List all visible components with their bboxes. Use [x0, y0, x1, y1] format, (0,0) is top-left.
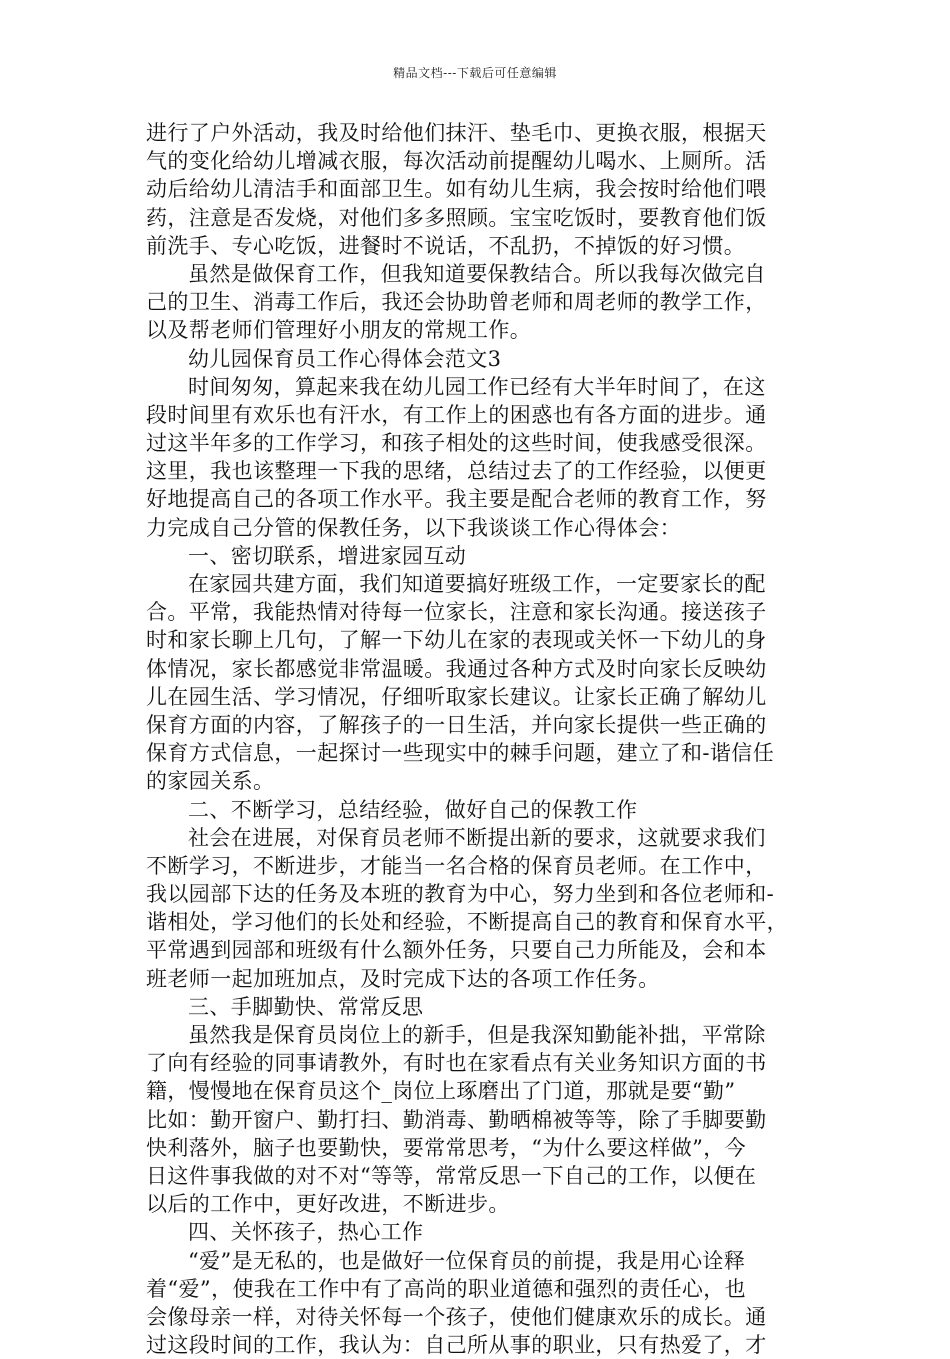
text-line: 进行了户外活动，我及时给他们抹汗、垫毛巾、更换衣服，根据天 [146, 121, 767, 145]
document-body [146, 119, 810, 1359]
text-line: 过这半年多的工作学习，和孩子相处的这些时间，使我感受很深。 [146, 431, 767, 456]
text-line: 会像母亲一样，对待关怀每一个孩子，使他们健康欢乐的成长。通 [146, 1304, 767, 1329]
page-header: 精品文档---下载后可任意编辑 [393, 66, 557, 80]
text-line: 合。平常，我能热情对待每一位家长，注意和家长沟通。接送孩子 [146, 600, 767, 625]
text-line: 了向有经验的同事请教外，有时也在家看点有关业务知识方面的书 [146, 1051, 767, 1076]
text-line: 籍，慢慢地在保育员这个_岗位上琢磨出了门道，那就是要“勤” [146, 1079, 736, 1104]
text-line: 幼儿园保育员工作心得体会范文3 [188, 346, 502, 371]
text-line: 一、密切联系，增进家园互动 [188, 543, 467, 568]
text-line: 着“爱”，使我在工作中有了高尚的职业道德和强烈的责任心，也 [146, 1276, 747, 1301]
text-line: 保育方式信息，一起探讨一些现实中的棘手问题，建立了和-谐信任 [146, 741, 775, 766]
text-line: 快利落外，脑子也要勤快，要常常思考，“为什么要这样做”，今 [146, 1135, 747, 1160]
text-line: 以后的工作中，更好改进，不断进步。 [146, 1192, 510, 1217]
text-line: 前洗手、专心吃饭，进餐时不说话，不乱扔，不掉饭的好习惯。 [146, 233, 746, 258]
text-line: 二、不断学习，总结经验，做好自己的保教工作 [188, 797, 638, 822]
text-line: 好地提高自己的各项工作水平。我主要是配合老师的教育工作，努 [146, 487, 767, 512]
text-line: 平常遇到园部和班级有什么额外任务，只要自己力所能及，会和本 [146, 938, 767, 963]
text-line: 谐相处，学习他们的长处和经验，不断提高自己的教育和保育水平， [146, 910, 788, 935]
text-line: 时和家长聊上几句，了解一下幼儿在家的表现或关怀一下幼儿的身 [146, 628, 767, 653]
text-line: 比如：勤开窗户、勤打扫、勤消毒、勤晒棉被等等，除了手脚要勤 [146, 1107, 767, 1132]
text-line: 段时间里有欢乐也有汗水，有工作上的困惑也有各方面的进步。通 [146, 402, 767, 427]
text-line: “爱”是无私的，也是做好一位保育员的前提，我是用心诠释 [188, 1248, 746, 1273]
text-line: 在家园共建方面，我们知道要搞好班级工作，一定要家长的配 [188, 572, 766, 596]
text-line: 虽然我是保育员岗位上的新手，但是我深知勤能补拙，平常除 [188, 1023, 766, 1047]
text-line: 班老师一起加班加点，及时完成下达的各项工作任务。 [146, 966, 660, 991]
text-line: 儿在园生活、学习情况，仔细听取家长建议。让家长正确了解幼儿 [146, 684, 767, 709]
text-line: 药，注意是否发烧，对他们多多照顾。宝宝吃饭时，要教育他们饭 [146, 205, 767, 230]
text-line: 虽然是做保育工作，但我知道要保教结合。所以我每次做完自 [188, 261, 766, 286]
text-line: 以及帮老师们管理好小朋友的常规工作。 [146, 318, 532, 343]
text-line: 气的变化给幼儿增减衣服，每次活动前提醒幼儿喝水、上厕所。活 [146, 149, 767, 174]
text-line: 体情况，家长都感觉非常温暖。我通过各种方式及时向家长反映幼 [146, 656, 767, 681]
text-line: 时间匆匆，算起来我在幼儿园工作已经有大半年时间了，在这 [188, 374, 766, 399]
text-line: 力完成自己分管的保教任务，以下我谈谈工作心得体会： [146, 515, 681, 540]
text-line: 的家园关系。 [146, 769, 275, 794]
text-line: 日这件事我做的对不对“等等，常常反思一下自己的工作，以便在 [146, 1163, 757, 1188]
text-line: 不断学习，不断进步，才能当一名合格的保育员老师。在工作中， [146, 853, 767, 878]
text-line: 过这段时间的工作，我认为：自己所从事的职业，只有热爱了，才 [146, 1333, 767, 1358]
text-line: 己的卫生、消毒工作后，我还会协助曾老师和周老师的教学工作， [146, 290, 767, 315]
text-line: 四、关怀孩子，热心工作 [188, 1220, 424, 1245]
text-line: 我以园部下达的任务及本班的教育为中心，努力坐到和各位老师和- [146, 882, 775, 907]
text-line: 动后给幼儿清洁手和面部卫生。如有幼儿生病，我会按时给他们喂 [146, 177, 767, 202]
text-line: 社会在进展，对保育员老师不断提出新的要求，这就要求我们 [188, 825, 766, 850]
text-line: 三、手脚勤快、常常反思 [188, 994, 424, 1019]
text-line: 保育方面的内容，了解孩子的一日生活，并向家长提供一些正确的 [146, 712, 767, 737]
text-line: 这里，我也该整理一下我的思绪，总结过去了的工作经验，以便更 [146, 459, 767, 484]
